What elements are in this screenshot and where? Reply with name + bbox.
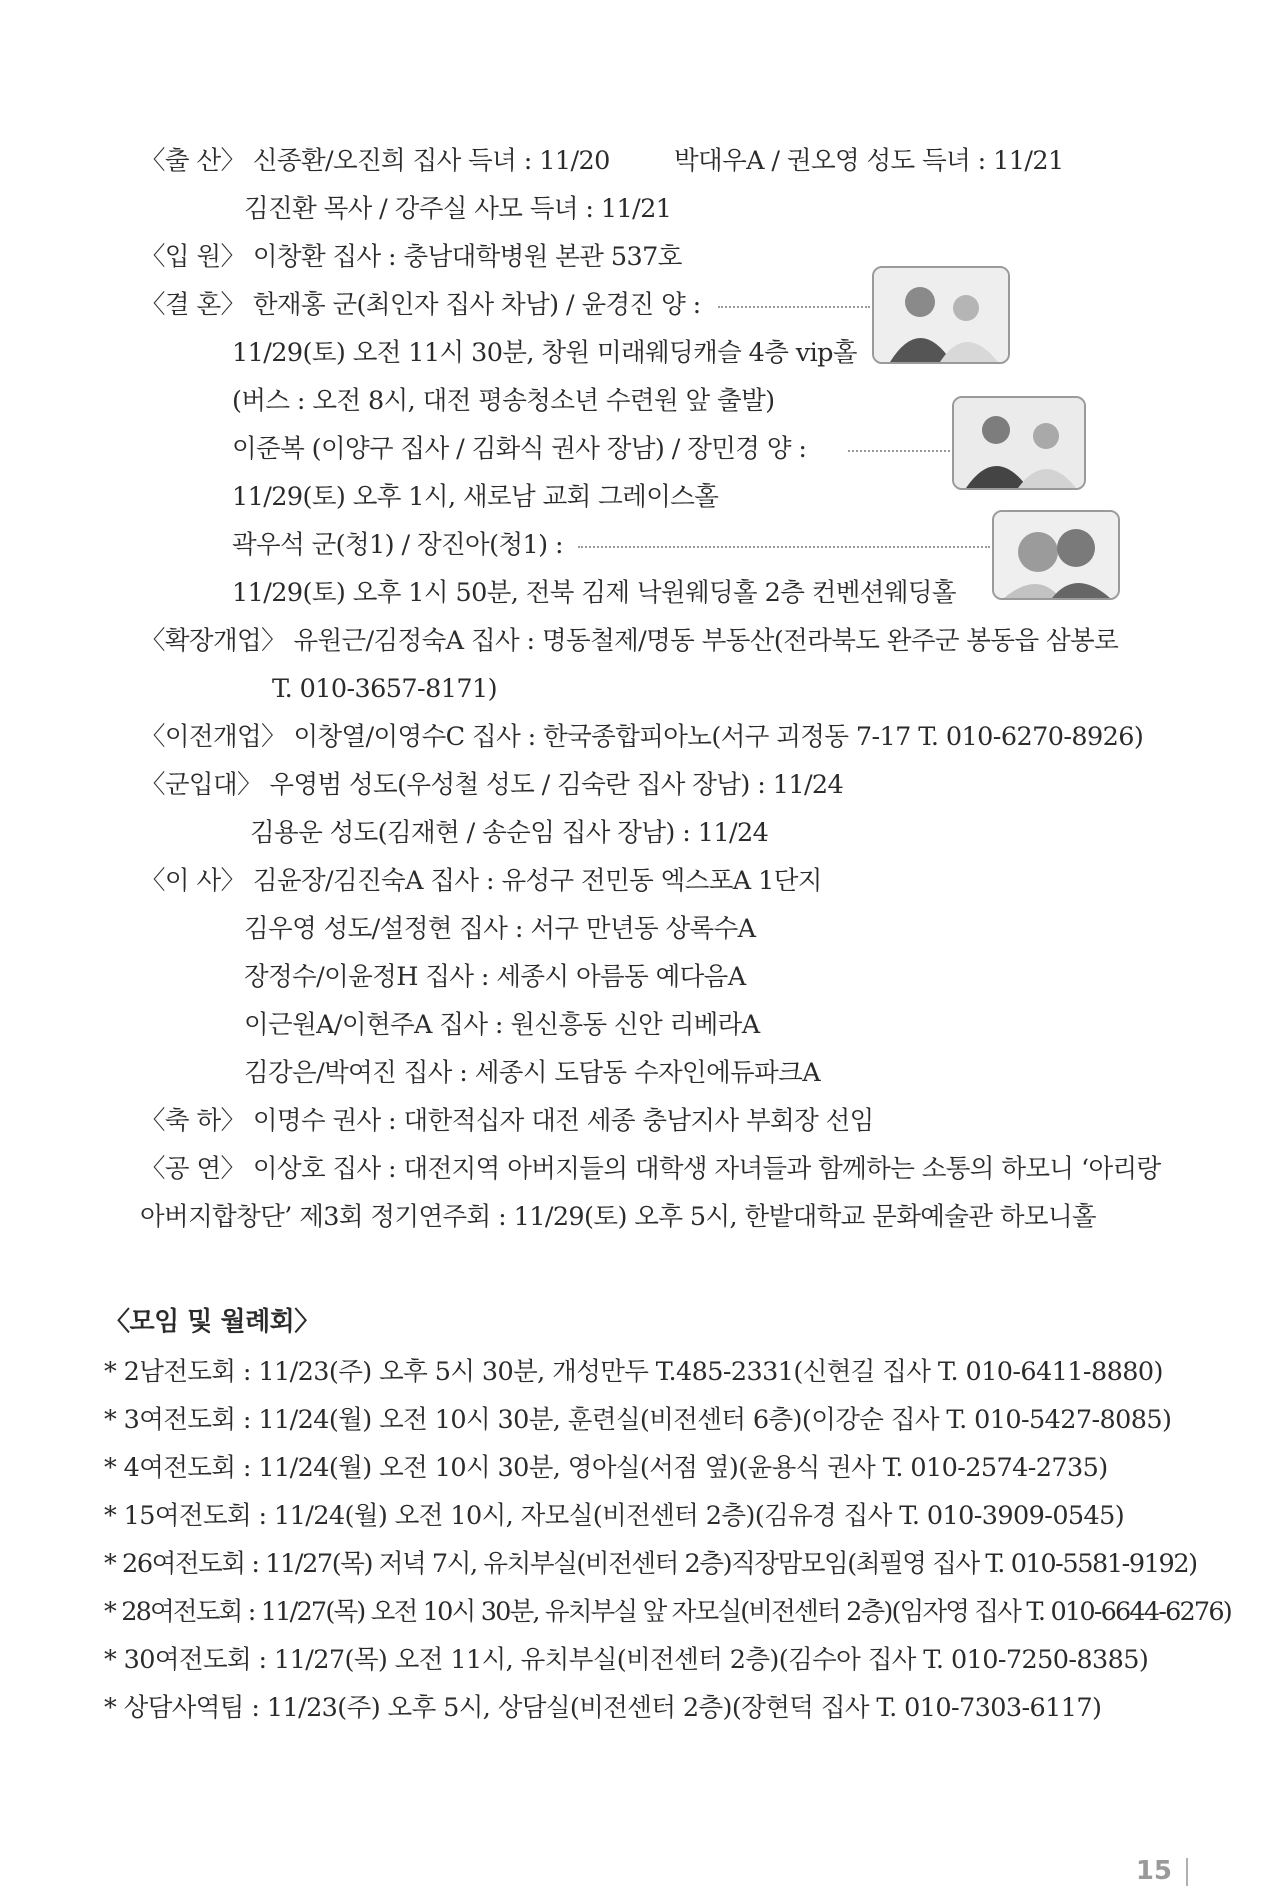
meeting-item: * 3여전도회 : 11/24(월) 오전 10시 30분, 훈련실(비전센터 6층)(이강순 집사 T. 010-5427-8085) xyxy=(104,1405,1172,1435)
wedding-line-1: 〈결 혼〉 한재홍 군(최인자 집사 차남) / 윤경진 양 : xyxy=(140,290,701,320)
wedding-photo-3 xyxy=(992,510,1120,600)
hospital-line-1: 〈입 원〉 이창환 집사 : 충남대학병원 본관 537호 xyxy=(140,242,682,272)
moving-line-5: 김강은/박여진 집사 : 세종시 도담동 수자인에듀파크A xyxy=(244,1058,821,1088)
meeting-item: * 15여전도회 : 11/24(월) 오전 10시, 자모실(비전센터 2층)(김유경 집사 T. 010-3909-0545) xyxy=(104,1501,1125,1531)
birth-line-1a: 〈출 산〉 신종환/오진희 집사 득녀 : 11/20 xyxy=(140,146,610,176)
meeting-item: * 상담사역팀 : 11/23(주) 오후 5시, 상담실(비전센터 2층)(장현덕 집사 T. 010-7303-6117) xyxy=(104,1693,1102,1723)
wedding-line-4: 이준복 (이양구 집사 / 김화식 권사 장남) / 장민경 양 : xyxy=(232,434,807,464)
moving-line-3: 장정수/이윤정H 집사 : 세종시 아름동 예다음A xyxy=(244,962,746,992)
expansion-line-2: T. 010-3657-8171) xyxy=(272,674,497,704)
expansion-line-1: 〈확장개업〉 유원근/김정숙A 집사 : 명동철제/명동 부동산(전라북도 완주군 봉동읍 삼봉로 xyxy=(140,626,1119,656)
wedding-photo-1 xyxy=(872,266,1010,364)
relocation-line-1: 〈이전개업〉 이창열/이영수C 집사 : 한국종합피아노(서구 괴정동 7-17 T. 010-6270-8926) xyxy=(140,722,1144,752)
military-line-2: 김용운 성도(김재현 / 송순임 집사 장남) : 11/24 xyxy=(250,818,769,848)
congrats-line-1: 〈축 하〉 이명수 권사 : 대한적십자 대전 세종 충남지사 부회장 선임 xyxy=(140,1106,874,1136)
meeting-item: * 2남전도회 : 11/23(주) 오후 5시 30분, 개성만두 T.485-2331(신현길 집사 T. 010-6411-8880) xyxy=(104,1357,1163,1387)
moving-line-1: 〈이 사〉 김윤장/김진숙A 집사 : 유성구 전민동 엑스포A 1단지 xyxy=(140,866,822,896)
concert-line-2: 아버지합창단’ 제3회 정기연주회 : 11/29(토) 오후 5시, 한밭대학교 문화예술관 하모니홀 xyxy=(140,1202,1097,1232)
wedding-line-6: 곽우석 군(청1) / 장진아(청1) : xyxy=(232,530,563,560)
meeting-item: * 26여전도회 : 11/27(목) 저녁 7시, 유치부실(비전센터 2층)직장맘모임(최필영 집사 T. 010-5581-9192) xyxy=(104,1549,1197,1579)
page-number-divider xyxy=(1186,1858,1188,1886)
military-line-1: 〈군입대〉 우영범 성도(우성철 성도 / 김숙란 집사 장남) : 11/24 xyxy=(140,770,844,800)
wedding-line-5: 11/29(토) 오후 1시, 새로남 교회 그레이스홀 xyxy=(232,482,719,512)
wedding-photo-2 xyxy=(952,396,1086,490)
wedding-line-3: (버스 : 오전 8시, 대전 평송청소년 수련원 앞 출발) xyxy=(232,386,775,416)
moving-line-4: 이근원A/이현주A 집사 : 원신흥동 신안 리베라A xyxy=(244,1010,760,1040)
wedding-1-leader xyxy=(718,306,870,308)
wedding-2-leader xyxy=(848,450,950,452)
meeting-item: * 30여전도회 : 11/27(목) 오전 11시, 유치부실(비전센터 2층)(김수아 집사 T. 010-7250-8385) xyxy=(104,1645,1149,1675)
meeting-item: * 4여전도회 : 11/24(월) 오전 10시 30분, 영아실(서점 옆)(윤용식 권사 T. 010-2574-2735) xyxy=(104,1453,1108,1483)
concert-line-1: 〈공 연〉 이상호 집사 : 대전지역 아버지들의 대학생 자녀들과 함께하는 소통의 하모니 ‘아리랑 xyxy=(140,1154,1161,1184)
meeting-item: * 28여전도회 : 11/27(목) 오전 10시 30분, 유치부실 앞 자모실(비전센터 2층)(임자영 집사 T. 010-6644-6276) xyxy=(104,1597,1231,1627)
wedding-3-leader xyxy=(578,546,990,548)
wedding-line-2: 11/29(토) 오전 11시 30분, 창원 미래웨딩캐슬 4층 vip홀 xyxy=(232,338,857,368)
wedding-line-7: 11/29(토) 오후 1시 50분, 전북 김제 낙원웨딩홀 2층 컨벤션웨딩홀 xyxy=(232,578,956,608)
page-number: 15 xyxy=(1135,1856,1172,1886)
moving-line-2: 김우영 성도/설정현 집사 : 서구 만년동 상록수A xyxy=(244,914,756,944)
meetings-title: 〈모임 및 월례회〉 xyxy=(104,1307,320,1337)
birth-line-2: 김진환 목사 / 강주실 사모 득녀 : 11/21 xyxy=(244,194,672,224)
birth-line-1b: 박대우A / 권오영 성도 득녀 : 11/21 xyxy=(674,146,1064,176)
